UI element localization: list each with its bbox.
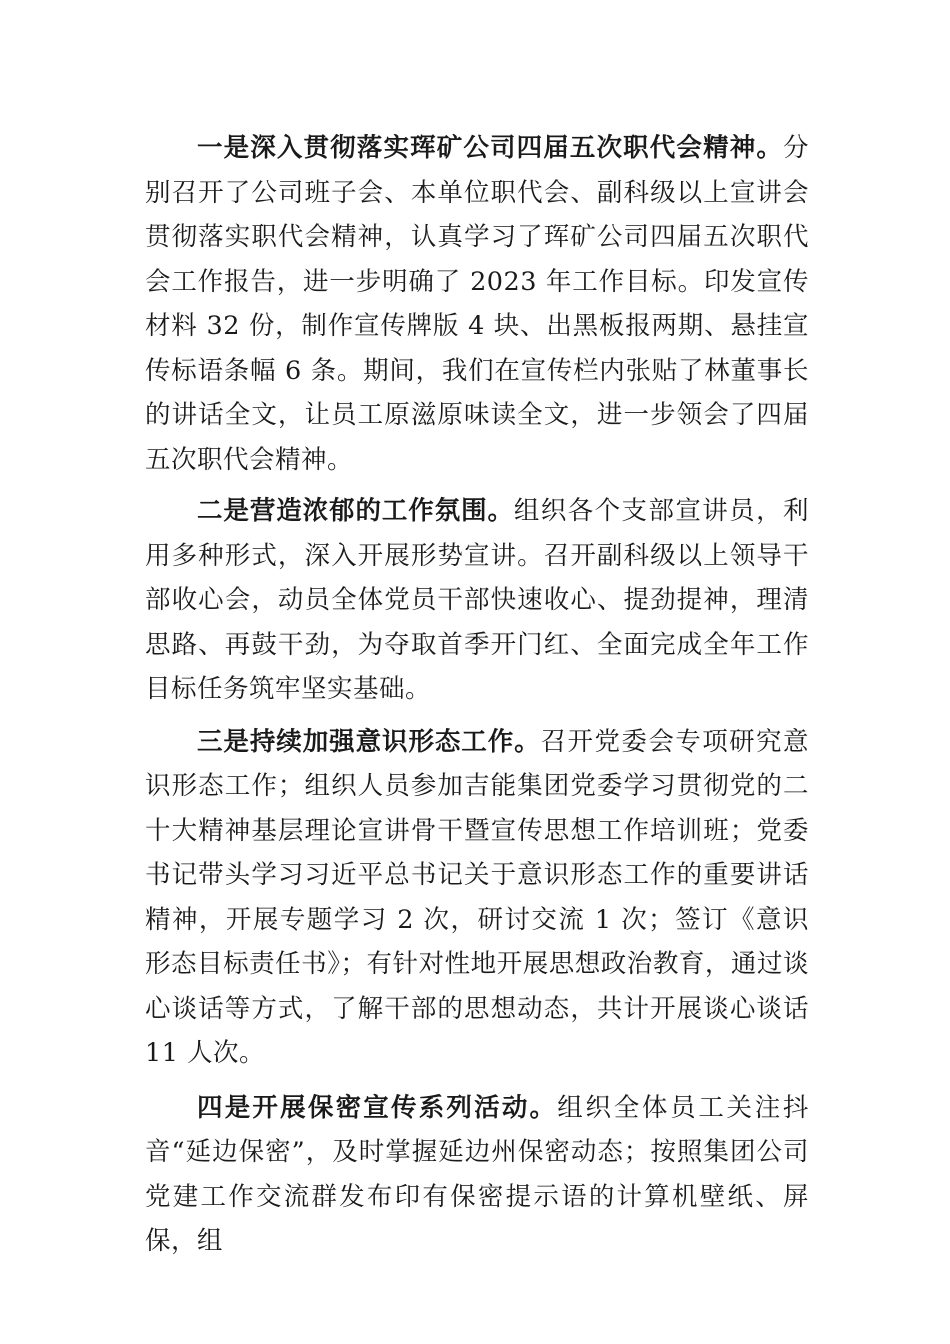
paragraph-1-lead: 一是深入贯彻落实珲矿公司四届五次职代会精神。 [197,133,783,163]
paragraph-3-lead: 三是持续加强意识形态工作。 [197,726,541,757]
paragraph-1 [145,126,809,482]
paragraph-2 [145,489,809,712]
paragraph-1-body: 分别召开了公司班子会、本单位职代会、副科级以上宣讲会贯彻落实职代会精神，认真学习了珲矿公司四届五次职代会工作报告，进一步明确了 2023 年工作目标。印发宣传材料 32 份，制作宣传牌版 4 块、出黑板报两期、悬挂宣传标语条幅 6 条。期间，我们在宣传栏内张贴了林董事长的讲话全文，让员工原滋原味读全文，进一步领会了四届五次职代会精神。 [145,133,809,475]
paragraph-3 [145,720,809,1076]
paragraph-3-body: 召开党委会专项研究意识形态工作；组织人员参加吉能集团党委学习贯彻党的二十大精神基层理论宣讲骨干暨宣传思想工作培训班；党委书记带头学习习近平总书记关于意识形态工作的重要讲话精神，开展专题学习 2 次，研讨交流 1 次；签订《意识形态目标责任书》；有针对性地开展思想政治教育，通过谈心谈话等方式，了解干部的思想动态，共计开展谈心谈话 11 人次。 [145,726,809,1068]
paragraph-2-body: 组织各个支部宣讲员，利用多种形式，深入开展形势宣讲。召开副科级以上领导干部收心会，动员全体党员干部快速收心、提劲提神，理清思路、再鼓干劲，为夺取首季开门红、全面完成全年工作目标任务筑牢坚实基础。 [145,496,809,704]
paragraph-4-lead: 四是开展保密宣传系列活动。 [197,1092,558,1123]
paragraph-4-body: 组织全体员工关注抖音“延边保密”，及时掌握延边州保密动态；按照集团公司党建工作交流群发布印有保密提示语的计算机壁纸、屏保，组 [145,1092,809,1256]
paragraph-4 [145,1086,809,1264]
document-body [145,126,809,1271]
paragraph-2-lead: 二是营造浓郁的工作氛围。 [197,496,514,526]
